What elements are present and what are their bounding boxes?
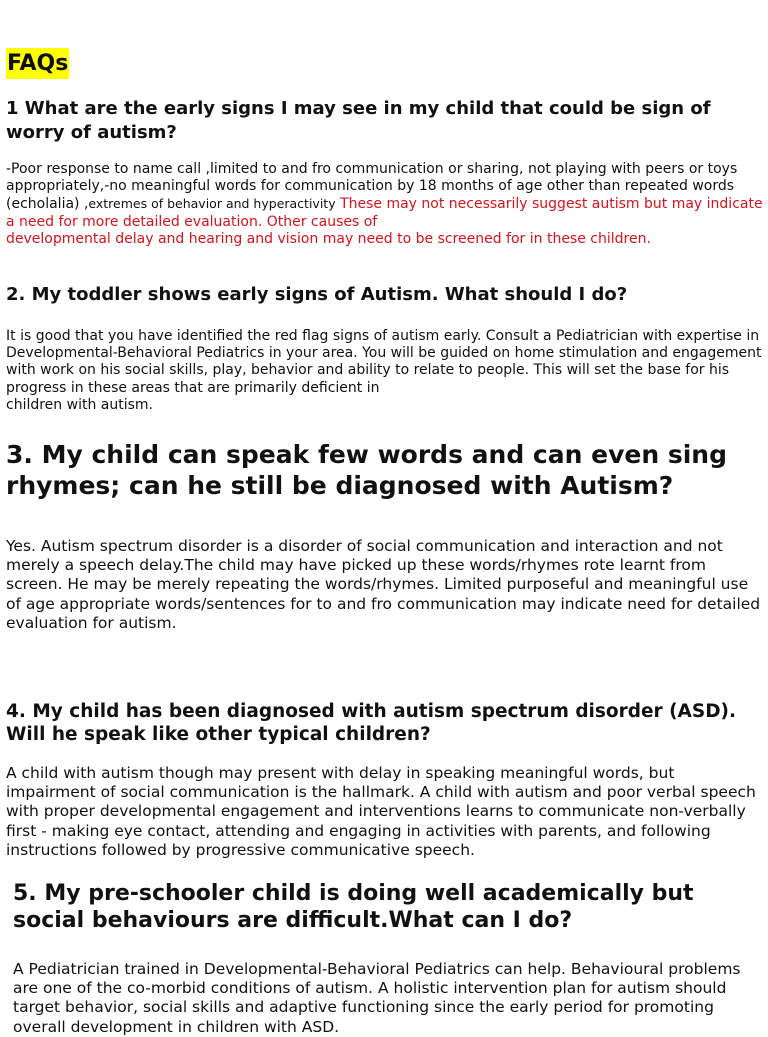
answer-3-line-2: evaluation for autism.	[6, 613, 177, 632]
faq-question-2: 2. My toddler shows early signs of Autism. What should I do?	[6, 284, 628, 305]
page-title: FAQs	[6, 48, 69, 79]
faq-question-5: 5. My pre-schooler child is doing well academically but social behaviours are difficult.What can I do?	[13, 881, 694, 933]
answer-1-text: -Poor response to name call ,limited to and fro communication or sharing, not playing with peers or toys appropriately,-no meaningful words for communication by 18 months of age other than repeated words (echolalia) ,	[6, 161, 738, 213]
answer-4-text: A child with autism though may present with delay in speaking meaningful words, but impairment of social communication is the hallmark. A child with autism and poor verbal speech with proper developmental engagement and interventions learns to communicate non-verbally first - making eye contact, attending and engaging in activities with parents, and following	[6, 764, 756, 840]
answer-2-line-1: It is good that you have identified the red flag signs of autism early. Consult a Pediatrician with expertise in Developmental-Behavioral Pediatrics in your area. You will be guided on home stimulation and engagement with work on his social skills, play, behavior and ability to relate to people. This will set the base for his progress in these areas that are primarily deficient in	[6, 328, 762, 396]
answer-1-note-line-1: These may not necessarily suggest autism but may indicate a need for more detailed evaluation. Other causes of	[6, 196, 763, 230]
faq-answer-4-clip	[6, 764, 766, 865]
faq-answer-3	[6, 537, 764, 633]
faq-answer-1	[6, 161, 764, 248]
answer-1-note-line-2: developmental delay and hearing and vision may need to be screened for in these children.	[6, 230, 651, 247]
answer-4-cut-line: instructions followed by progressive communicative speech.	[6, 840, 475, 859]
faq-question-1: 1 What are the early signs I may see in my child that could be sign of worry of autism?	[6, 98, 711, 143]
faq-answer-2	[6, 328, 764, 414]
answer-1-small-text: extremes of behavior and hyperactivity	[88, 196, 336, 212]
answer-3-line-1: Yes. Autism spectrum disorder is a disorder of social communication and interaction and not merely a speech delay.The child may have picked up these words/rhymes rote learnt from screen. He may be merely repeating the words/rhymes. Limited purposeful and meaningful use of age appropriate words/sentences for to and fro communication may indicate need for detailed	[6, 537, 761, 613]
faq-question-3: 3. My child can speak few words and can even sing rhymes; can he still be diagnosed with Autism?	[6, 440, 727, 500]
faq-answer-4	[6, 764, 766, 860]
answer-2-line-2: children with autism.	[6, 396, 153, 413]
faq-question-4: 4. My child has been diagnosed with autism spectrum disorder (ASD). Will he speak like other typical children?	[6, 701, 737, 745]
faq-answer-5: A Pediatrician trained in Developmental-Behavioral Pediatrics can help. Behavioural problems are one of the co-morbid conditions of autism. A holistic intervention plan for autism should target behavior, social skills and adaptive functioning since the early period for promoting overall development in children with ASD.	[13, 960, 741, 1036]
